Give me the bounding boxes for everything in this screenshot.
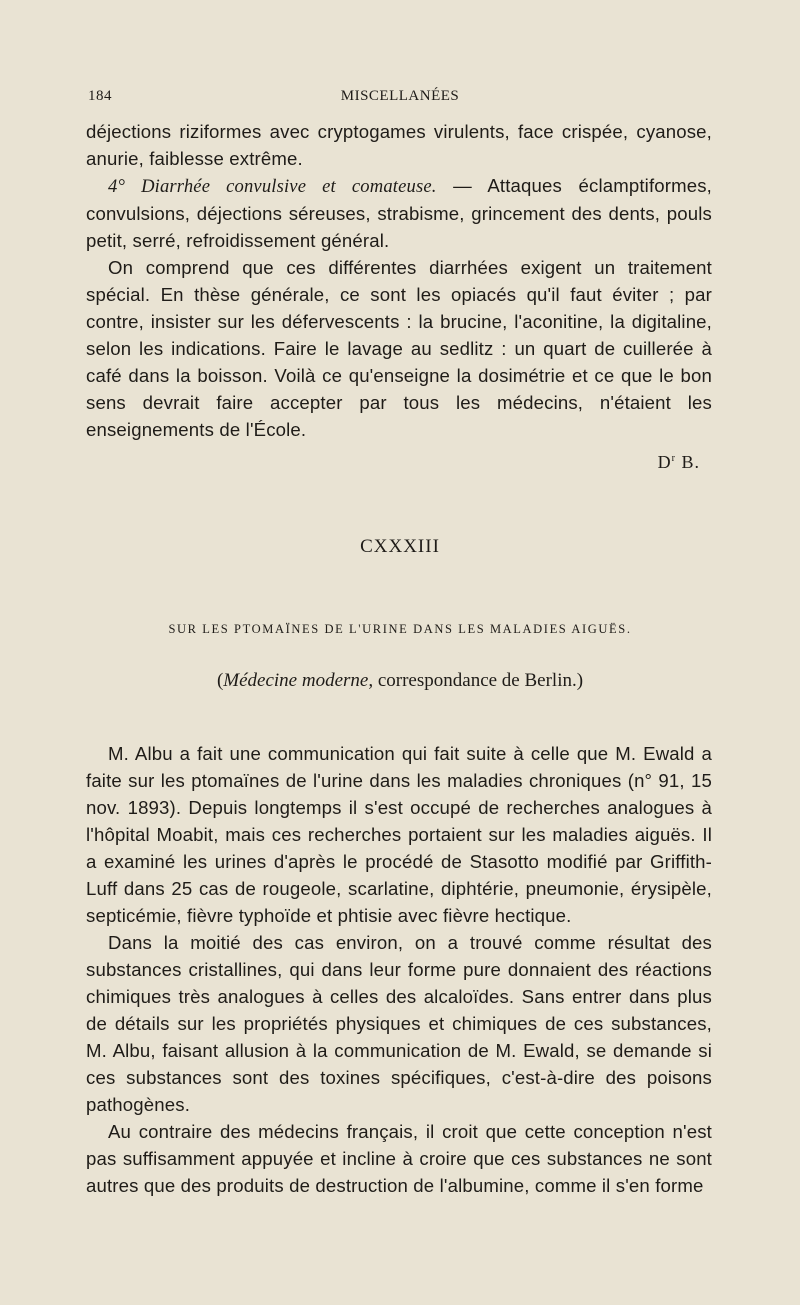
item-4-paragraph xyxy=(86,172,712,254)
article-body xyxy=(86,740,712,1199)
item-4-label: 4° Diarrhée convulsive et comateuse. xyxy=(108,176,437,197)
article-paragraph-3: Au contraire des médecins français, il croit que cette conception n'est pas suffisamment appuyée et incline à croire que ces substances ne sont autres que des produits de destruction de l'albumine, comme il s'en forme xyxy=(86,1121,712,1196)
page-number: 184 xyxy=(88,88,112,104)
author-signature: $D^r$ B. xyxy=(657,452,700,472)
intro-text xyxy=(86,118,712,443)
article-title: SUR LES PTOMAÏNES DE L'URINE DANS LES MALADIES AIGUËS. xyxy=(168,622,632,636)
article-number: CXXXIII xyxy=(360,536,440,557)
conclusion-paragraph: On comprend que ces différentes diarrhées exigent un traitement spécial. En thèse générale, ce sont les opiacés qu'il faut éviter ; par contre, insister sur les défervescents : la brucine, l'aconitine, la digitaline, selon les indications. Faire le lavage au sedlitz : un quart de cuillerée à café dans la boisson. Voilà ce qu'enseigne la dosimétrie et ce que le bon sens devrait faire accepter par tous les médecins, n'étaient les enseignements de l'École. xyxy=(86,257,712,440)
article-paragraph-2: Dans la moitié des cas environ, on a trouvé comme résultat des substances cristallines, qui dans leur forme pure donnaient des réactions chimiques très analogues à celles des alcaloïdes. Sans entrer dans plus de détails sur les propriétés physiques et chimiques de ces substances, M. Albu, faisant allusion à la communication de M. Ewald, se demande si ces substances sont des toxines spécifiques, c'est-à-dire des poisons pathogènes. xyxy=(86,932,712,1115)
article-paragraph-1: M. Albu a fait une communication qui fait suite à celle que M. Ewald a faite sur les ptomaïnes de l'urine dans les maladies chroniques (n° 91, 15 nov. 1893). Depuis longtemps il s'est occupé de recherches analogues à l'hôpital Moabit, mais ces recherches portaient sur les maladies aiguës. Il a examiné les urines d'après le procédé de Stasotto modifié par Griffith-Luff dans 25 cas de rougeole, scarlatine, diphtérie, pneumonie, érysipèle, septicémie, fièvre typhoïde et phtisie avec fièvre hectique. xyxy=(86,743,712,926)
intro-continuation: déjections riziformes avec cryptogames virulents, face crispée, cyanose, anurie, faiblesse extrême. xyxy=(86,121,712,169)
running-title: MISCELLANÉES xyxy=(340,88,460,104)
item-4-text: — Attaques éclamptiformes, convulsions, déjections séreuses, strabisme, grincement des dents, pouls petit, serré, refroidissement général. xyxy=(86,175,712,251)
article-source: (Médecine moderne, correspondance de Berlin.) xyxy=(216,670,584,691)
